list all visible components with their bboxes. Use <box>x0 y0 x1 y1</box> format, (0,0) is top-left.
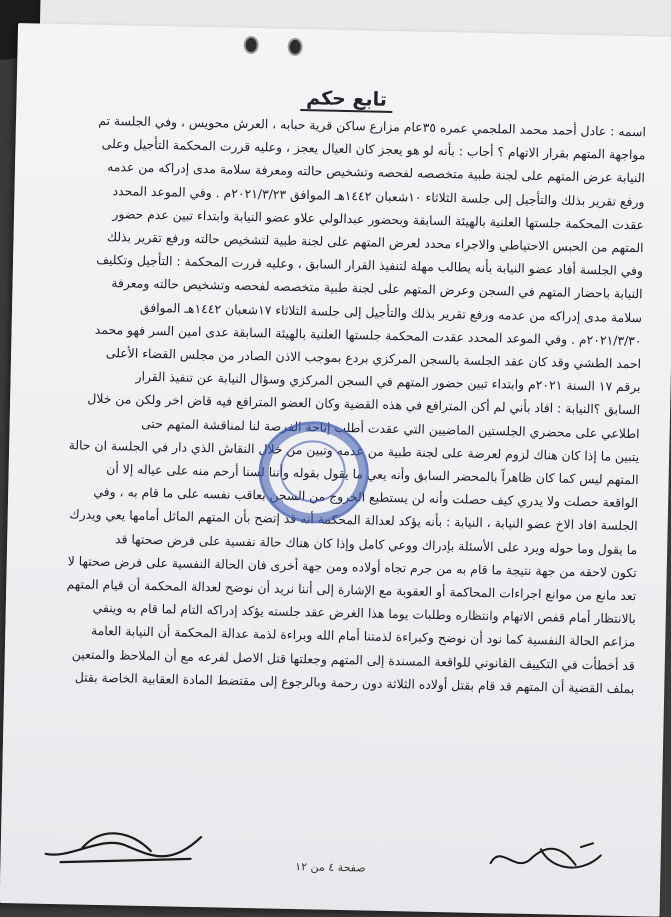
title-text: تابع حكم <box>300 87 393 113</box>
text-line: يتبين ما إذا كان هناك لزوم لعرضة على لجنة طبية من عدمه وتبين من خلال النقاش الذي دار في الجلسة ان حالة <box>68 437 640 465</box>
page-footer: صفحة ٤ من ١٢ <box>295 860 366 875</box>
text-line: تكون لاحقه من جهة نتيجة ما قام به من جرم تجاه أولاده ومن جهة أخرى فان الحالة النفسية على فرض صحتها لا <box>67 553 637 581</box>
text-line: المتهم من الحبس الاحتياطي والاجراء محدد لعرض المتهم على لجنة طبية لتشخيص حالته ورفع تقرير بذلك <box>106 229 644 256</box>
binder-hole <box>243 36 258 54</box>
text-line: اطلاعي على محضري الجلستين الماضيين التي عقدت أطلب إتاحة الفرصة لنا لمناقشة المتهم حتى <box>141 415 640 441</box>
document-body <box>40 108 646 700</box>
text-line: المتهم ليس كما كان ظاهراً بالمحضر السابق وأنه يعي ما يقول بقوله وأننا لسنا أرحم منه على عياله إلا أن <box>106 461 639 488</box>
text-line: اسمه : عادل أحمد محمد الملجمي عمره ٣٥عام مزارع ساكن قرية حبابه ، العرش محويس ، وفي الجلسة تم <box>98 112 647 140</box>
text-line: ورفع تقرير بذلك والتأجيل إلى جلسة الثلاثاء ١٠شعبان ١٤٤٢هـ الموافق ٢٠٢١/٣/٢٣م . وفي الموعد المحدد <box>112 182 645 209</box>
text-line: ما يقول وما حوله ويرد على الأسئلة بإدراك ووعي كامل وإذا كان هناك حالة نفسية على فرض صحتها قد <box>114 530 638 557</box>
text-line: النيابة باحضار المتهم في السجن وعرض المتهم على لجنة طبية متخصصه لفحصه وتشخيص حالته ومعرفة <box>111 275 643 302</box>
text-line: عقدت المحكمة جلستها العلنية بالهيئة السابقة وبحضور عبدالولي علاو عضو النيابة وابتداء تبين عدم حضور <box>112 205 645 233</box>
text-line: بملف القضية أن المتهم قد قام بقتل أولاده الثلاثة دون رحمة وبالرجوع إلى مقتضط المادة العقابية الخاصة بقتل <box>74 669 635 697</box>
text-line: سلامة مدى إدراكه من عدمه ورفع تقرير بذلك والتأجيل إلى جلسة الثلاثاء ١٧شعبان ١٤٤٢هـ الموافق <box>139 299 643 325</box>
text-line: تعد مانع من موانع اجراءات المحاكمة أو العقوبة مع الإشارة إلى أننا نريد أن نوضح لعدالة المحكمة أن قيام المتهم <box>66 576 637 604</box>
text-line: قد أخطأت في التكييف القانوني للواقعة المسندة إلى المتهم وجعلتها قتل الاصل لفرعه مع أن الملاحظ والمتعين <box>71 646 635 673</box>
binder-hole <box>287 38 302 56</box>
text-line: مواجهة المتهم بقرار الاتهام ؟ أجاب : بأنه لو هو يعجز كان العيال يعجز ، وعليه قررت المحكمة التأجيل وعلى <box>101 136 646 163</box>
stamp-inner-ring <box>279 440 346 503</box>
text-line: وفي الجلسة أفاد عضو النيابة بأنه يطالب مهلة لتنفيذ القرار السابق ، وعليه قررت المحكمة : التأجيل وتكليف <box>95 251 644 279</box>
text-line: احمد الطشي وقد كان عقد الجلسة بالسجن المركزي بردع بموجب الاذن الصادر من مجلس القضاء الأعلى <box>105 345 642 372</box>
text-line: الجلسة افاد الاخ عضو النيابة ، النيابة : بأنه يؤكد لعدالة المحكمة أنه قد إتضح بأن المتهم الماثل أمامها يعي ويدرك <box>69 506 638 534</box>
text-line: النيابة عرض المتهم على لجنة طبية متخصصه لفحصه وتشخيص حالته ومعرفة سلامة مدى إدراكه من عدمه <box>107 159 646 186</box>
text-line: ٢٠٢١/٣/٣٠م . وفي الموعد المحدد عقدت المحكمة جلستها العلنية بالهيئة السابقة عدى امين السر فهو محمد <box>94 321 642 349</box>
text-line: برقم ١٧ السنة ٢٠٢١م وابتداء تبين حضور المتهم في السجن المركزي وسؤال النيابة عن تنفيذ القرار <box>135 368 641 395</box>
text-line: مزاعم الحالة النفسية كما نود أن نوضح وكبراءة لذمتنا أمام الله وبراءة لذمة عدالة المحكمة أن النيابة العامة <box>90 623 636 650</box>
text-line: الواقعة حصلت ولا يدري كيف حصلت وأنه لن يستطيع الخروج من السجن بعاقب نفسه على ما قام به ، وفي <box>93 484 639 511</box>
text-line: السابق ؟النيابة : افاد بأني لم أكن المترافع في هذه القضية وكان العضو المترافع فيه قاض اخر ولكن من خلال <box>87 391 641 418</box>
document-page <box>0 23 671 917</box>
text-line: بالانتظار أمام قفص الاتهام وانتظاره وطلبات يوما هذا الغرض عقد جلسته يؤكد إدراكه التام لما قام به وينفي <box>92 600 636 627</box>
